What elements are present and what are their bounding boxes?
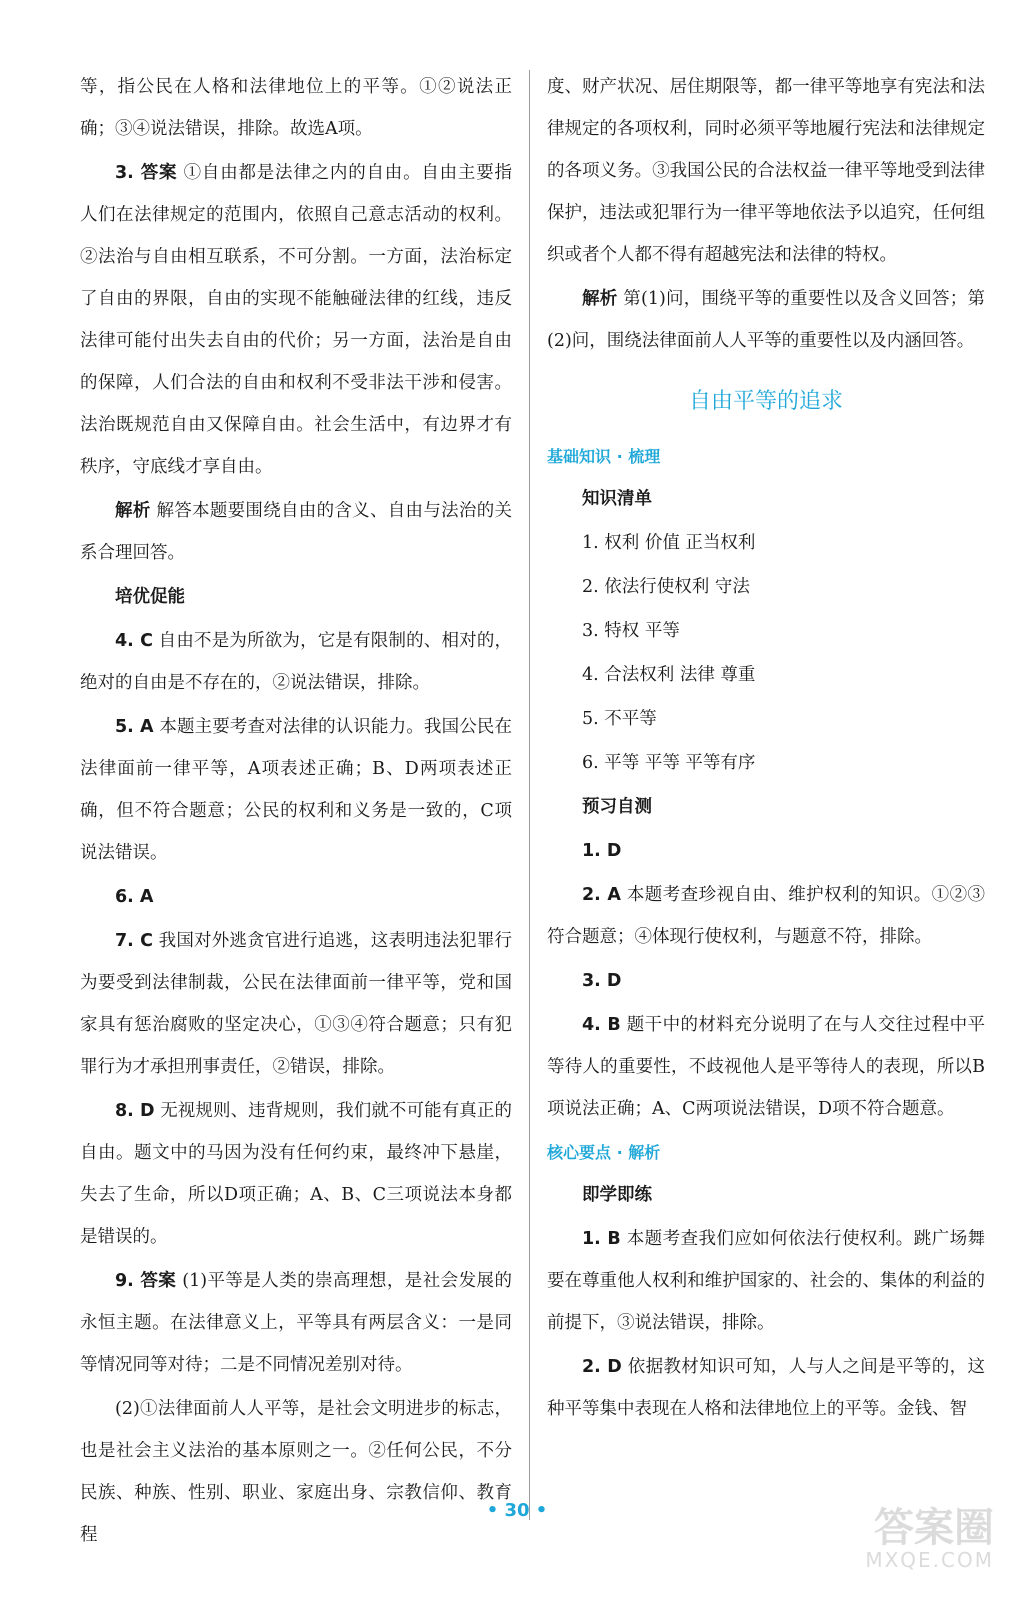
answer-item xyxy=(547,1346,985,1430)
answer-number: 5. A xyxy=(115,717,154,737)
list-item: 4. 合法权利 法律 尊重 xyxy=(582,665,756,685)
answer-item xyxy=(80,620,512,704)
answer-number: 3. D xyxy=(582,971,622,991)
answer-item xyxy=(547,874,985,958)
answer-text: 第(1)问，围绕平等的重要性以及含义回答；第(2)问，围绕法律面前人人平等的重要性以及内涵回答。 xyxy=(547,289,985,351)
answer-number: 2. D xyxy=(582,1357,622,1377)
right-column xyxy=(547,66,985,1432)
answer-item xyxy=(80,1260,512,1386)
answer-item xyxy=(547,960,985,1002)
column-divider xyxy=(529,70,530,1520)
paragraph: 度、财产状况、居住期限等，都一律平等地享有宪法和法律规定的各项权利，同时必须平等地履行宪法和法律规定的各项义务。③我国公民的合法权益一律平等地受到法律保护，违法或犯罪行为一律平等地依法予以追究，任何组织或者个人都不得有超越宪法和法律的特权。 xyxy=(547,77,985,265)
paragraph: 等，指公民在人格和法律地位上的平等。①②说法正确；③④说法错误，排除。故选A项。 xyxy=(80,77,512,139)
answer-text: 依据教材知识可知，人与人之间是平等的，这种平等集中表现在人格和法律地位上的平等。金钱、智 xyxy=(547,1357,985,1419)
answer-number: 1. D xyxy=(582,841,622,861)
answer-number: 解析 xyxy=(115,501,151,521)
list-item: 2. 依法行使权利 守法 xyxy=(582,577,750,597)
answer-item xyxy=(547,1218,985,1344)
subheading: 即学即练 xyxy=(582,1185,652,1205)
answer-number: 2. A xyxy=(582,885,621,905)
answer-number: 3. 答案 xyxy=(115,163,178,183)
answer-item xyxy=(80,490,512,574)
section-bar: 基础知识 · 梳理 xyxy=(547,447,661,466)
list-item: 6. 平等 平等 平等有序 xyxy=(582,753,756,773)
answer-number: 8. D xyxy=(115,1101,155,1121)
answer-text: ①自由都是法律之内的自由。自由主要指人们在法律规定的范围内，依照自己意志活动的权利。②法治与自由相互联系，不可分割。一方面，法治标定了自由的界限，自由的实现不能触碰法律的红线，违反法律可能付出失去自由的代价；另一方面，法治是自由的保障，人们合法的自由和权利不受非法干涉和侵害。法治既规范自由又保障自由。社会生活中，有边界才有秩序，守底线才享自由。 xyxy=(80,163,512,477)
subheading: 预习自测 xyxy=(582,797,652,817)
answer-text: 本题考查珍视自由、维护权利的知识。①②③符合题意；④体现行使权利，与题意不符，排除。 xyxy=(547,885,985,947)
subheading: 培优促能 xyxy=(115,587,185,607)
watermark-logo xyxy=(824,1505,994,1578)
section-title: 自由平等的追求 xyxy=(688,389,843,414)
watermark-url: MXQE.COM xyxy=(865,1548,994,1572)
answer-number: 9. 答案 xyxy=(115,1271,177,1291)
answer-text: 本题主要考查对法律的认识能力。我国公民在法律面前一律平等，A项表述正确；B、D两项表述正确，但不符合题意；公民的权利和义务是一致的，C项说法错误。 xyxy=(80,717,512,863)
list-item: 1. 权利 价值 正当权利 xyxy=(582,533,756,553)
watermark-text: 答案圈 xyxy=(874,1505,994,1551)
answer-text: (1)平等是人类的崇高理想，是社会发展的永恒主题。在法律意义上，平等具有两层含义：一是同等情况同等对待；二是不同情况差别对待。 xyxy=(80,1271,512,1375)
left-column xyxy=(80,66,512,1558)
page-number: • 30 • xyxy=(486,1500,548,1521)
answer-number: 4. B xyxy=(582,1015,621,1035)
answer-item xyxy=(80,152,512,488)
answer-number: 6. A xyxy=(115,887,154,907)
subheading: 知识清单 xyxy=(582,489,652,509)
answer-item xyxy=(80,920,512,1088)
answer-item xyxy=(80,706,512,874)
list-item: 3. 特权 平等 xyxy=(582,621,680,641)
answer-number: 7. C xyxy=(115,931,153,951)
answer-text: 题干中的材料充分说明了在与人交往过程中平等待人的重要性，不歧视他人是平等待人的表现，所以B项说法正确；A、C两项说法错误，D项不符合题意。 xyxy=(547,1015,985,1119)
answer-number: 1. B xyxy=(582,1229,621,1249)
answer-text: 我国对外逃贪官进行追逃，这表明违法犯罪行为要受到法律制裁，公民在法律面前一律平等，党和国家具有惩治腐败的坚定决心，①③④符合题意；只有犯罪行为才承担刑事责任，②错误，排除。 xyxy=(80,931,512,1077)
list-item: 5. 不平等 xyxy=(582,709,657,729)
answer-item xyxy=(547,830,985,872)
list-item: (2)①法律面前人人平等，是社会文明进步的标志，也是社会主义法治的基本原则之一。②任何公民，不分民族、种族、性别、职业、家庭出身、宗教信仰、教育程 xyxy=(80,1399,512,1545)
answer-text: 本题考查我们应如何依法行使权利。跳广场舞要在尊重他人权利和维护国家的、社会的、集体的利益的前提下，③说法错误，排除。 xyxy=(547,1229,985,1333)
answer-item xyxy=(547,278,985,362)
answer-item xyxy=(80,1090,512,1258)
answer-item xyxy=(547,1004,985,1130)
answer-text: 解答本题要围绕自由的含义、自由与法治的关系合理回答。 xyxy=(80,501,513,563)
answer-number: 解析 xyxy=(582,289,618,309)
section-bar: 核心要点 · 解析 xyxy=(547,1143,661,1162)
answer-text: 自由不是为所欲为，它是有限制的、相对的，绝对的自由是不存在的，②说法错误，排除。 xyxy=(80,631,512,693)
answer-number: 4. C xyxy=(115,631,153,651)
answer-text: 无视规则、违背规则，我们就不可能有真正的自由。题文中的马因为没有任何约束，最终冲下悬崖，失去了生命，所以D项正确；A、B、C三项说法本身都是错误的。 xyxy=(80,1101,512,1247)
answer-item xyxy=(80,876,512,918)
